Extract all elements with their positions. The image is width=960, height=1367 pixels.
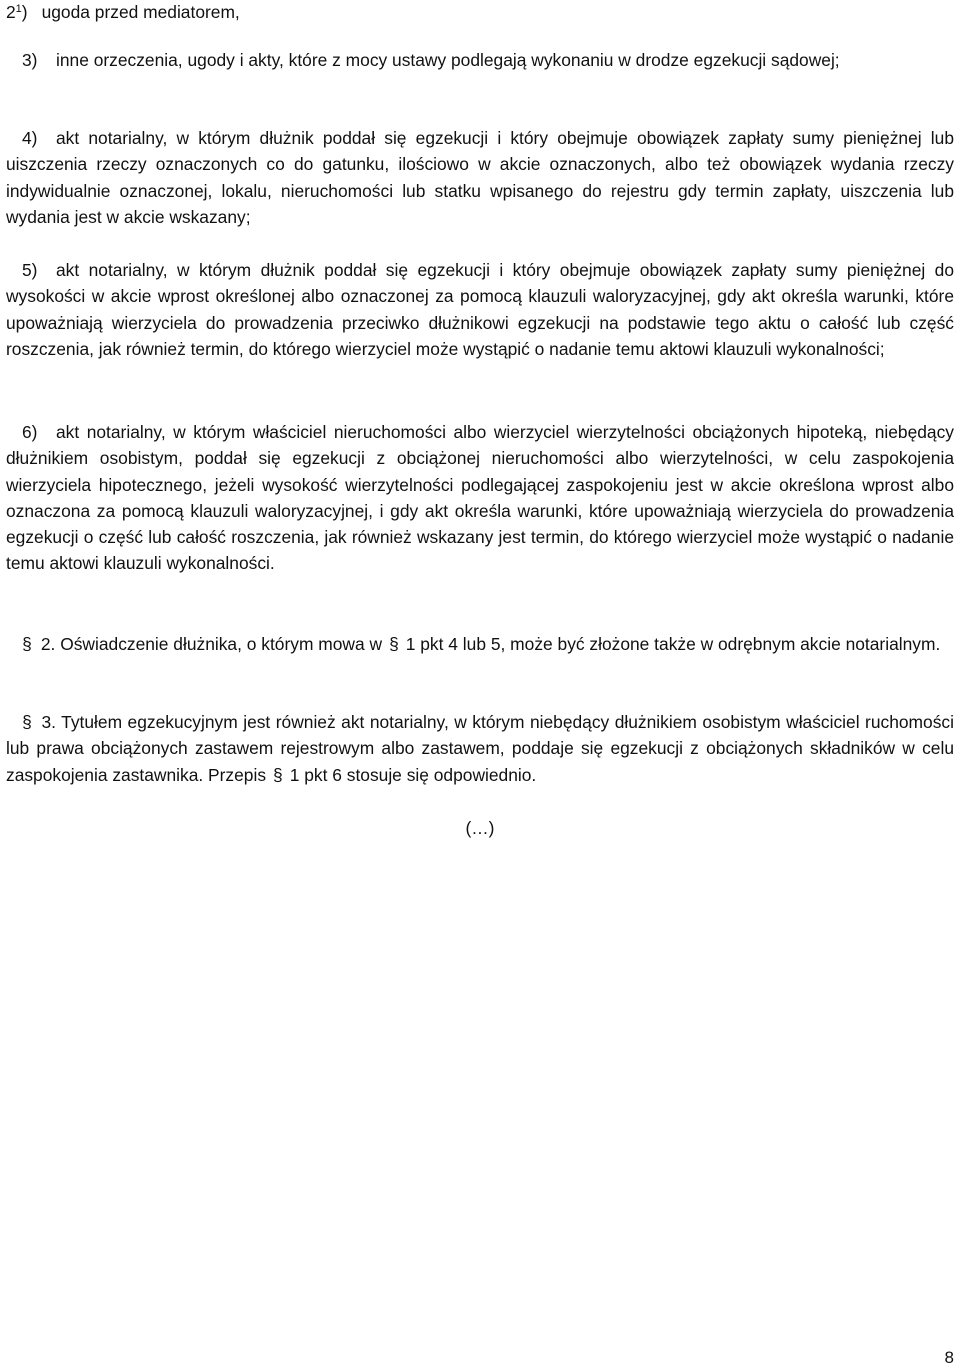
item-number-close: ) bbox=[21, 2, 28, 22]
paragraph-3 bbox=[6, 709, 954, 788]
section-sign-reference: § bbox=[389, 634, 399, 654]
item-text: ugoda przed mediatorem, bbox=[41, 2, 240, 22]
paragraph-text: Oświadczenie dłużnika, o którym mowa w bbox=[60, 634, 383, 654]
page-number: 8 bbox=[944, 1348, 954, 1367]
item-number: 3) bbox=[22, 50, 38, 70]
paragraph-number: 2. bbox=[40, 634, 56, 654]
list-item-5 bbox=[6, 257, 954, 362]
section-sign: § bbox=[22, 634, 32, 654]
paragraph-text: Tytułem egzekucyjnym jest również akt notarialny, w którym niebędący dłużnikiem osobistym właściciel ruchomości lub prawa obciążonych zastawem rejestrowym albo zastawem, poddaje się egzekucji z obciążonych składników w celu zaspokojenia zastawnika. Przepis bbox=[6, 712, 954, 785]
section-sign: § bbox=[22, 712, 32, 732]
paragraph-text-continued: 1 pkt 4 lub 5, może być złożone także w odrębnym akcie notarialnym. bbox=[405, 634, 941, 654]
item-number: 2 bbox=[6, 2, 16, 22]
paragraph-text-continued: 1 pkt 6 stosuje się odpowiednio. bbox=[289, 764, 537, 785]
item-number: 6) bbox=[22, 422, 38, 442]
item-superscript: 1 bbox=[15, 3, 22, 15]
item-text: akt notarialny, w którym dłużnik poddał się egzekucji i który obejmuje obowiązek zapłaty sumy pieniężnej do wysokości w akcie wprost określonej albo oznaczonej za pomocą klauzuli waloryzacyjnej, gdy akt określa warunki, które upoważniają wierzyciela do prowadzenia przeciwko dłużnikowi egzekucji na podstawie tego aktu o całość lub część roszczenia, jak również termin, do którego wierzyciel może wystąpić o nadanie temu aktowi klauzuli wykonalności; bbox=[6, 260, 954, 359]
item-text: akt notarialny, w którym dłużnik poddał się egzekucji i który obejmuje obowiązek zapłaty sumy pieniężnej lub uiszczenia rzeczy oznaczonych co do gatunku, ilościowo w akcie oznaczonych, albo też obowiązek wydania rzeczy indywidualnie oznaczonej, lokalu, nieruchomości lub statku wpisanego do rejestru gdy termin zapłaty, uiszczenia lub wydania jest w akcie wskazany; bbox=[6, 128, 954, 227]
list-item-3 bbox=[6, 47, 954, 73]
item-number: 4) bbox=[22, 128, 38, 148]
list-item-4 bbox=[6, 125, 954, 230]
paragraph-2 bbox=[6, 631, 954, 657]
item-number: 5) bbox=[22, 260, 38, 280]
item-text: akt notarialny, w którym właściciel nieruchomości albo wierzyciel wierzytelności obciążonych hipoteką, niebędący dłużnikiem osobistym, poddał się egzekucji z obciążonej nieruchomości albo wierzytelności, w celu zaspokojenia wierzyciela hipotecznego, jeżeli wysokość wierzytelności podlegającej zaspokojeniu jest w akcie określona wprost albo oznaczona za pomocą klauzuli waloryzacyjnej, i gdy akt określa warunki, które upoważniają wierzyciela do prowadzenia egzekucji o część lub całość roszczenia, jak również wskazany jest termin, do którego wierzyciel może wystąpić o nadanie temu aktowi klauzuli wykonalności. bbox=[6, 422, 954, 574]
omission-ellipsis: (…) bbox=[465, 818, 495, 838]
item-text: inne orzeczenia, ugody i akty, które z mocy ustawy podlegają wykonaniu w drodze egzekucji sądowej; bbox=[56, 50, 840, 70]
list-item-2-1 bbox=[6, 0, 240, 25]
section-sign-reference: § bbox=[273, 764, 283, 785]
paragraph-number: 3. bbox=[41, 712, 56, 732]
list-item-6 bbox=[6, 419, 954, 577]
